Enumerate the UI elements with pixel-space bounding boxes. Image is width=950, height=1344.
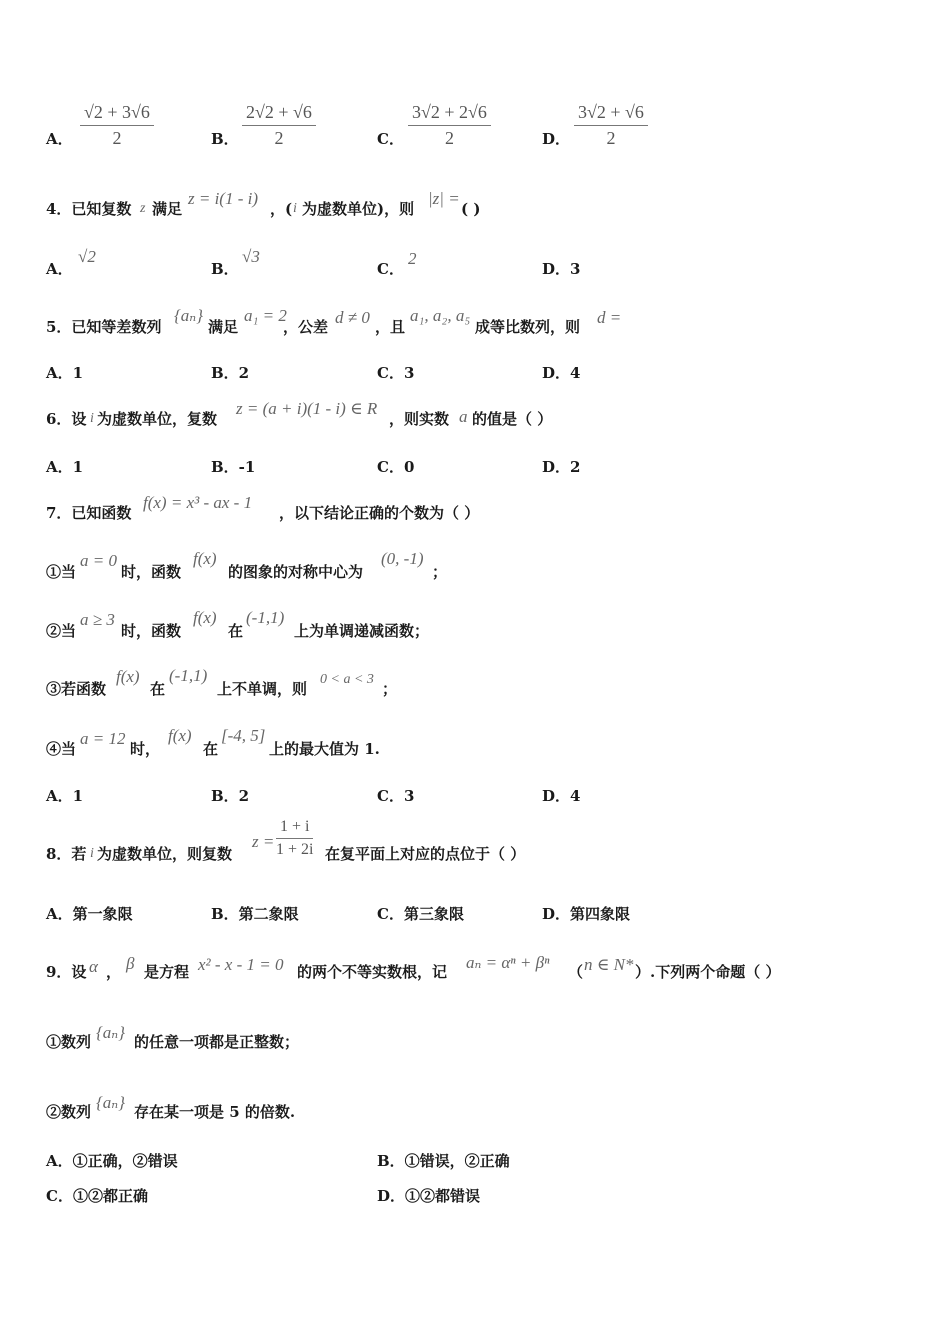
q7-text-2: ，以下结论正确的个数为（ ） <box>279 504 480 522</box>
q5-option-c[interactable]: C．3 <box>377 364 415 382</box>
q3-option-b-fraction <box>242 102 316 149</box>
q4-option-a[interactable]: A． <box>46 260 73 278</box>
q6-text-3: ，则实数 <box>389 410 450 428</box>
q7-s3-text-4: ； <box>382 680 398 698</box>
q7-s3-text-2: 在 <box>150 680 166 698</box>
q5-text-1: 5．已知等差数列 <box>46 318 162 336</box>
q3-option-d-letter[interactable]: D． <box>542 130 571 148</box>
q5-text-3: ，公差 <box>283 318 329 336</box>
q3-option-a-fraction <box>80 102 154 149</box>
q8-option-d[interactable]: D．第四象限 <box>542 905 631 923</box>
q9-s1-text-2: 的任意一项都是正整数； <box>134 1033 300 1051</box>
q6-option-a[interactable]: A．1 <box>46 458 84 476</box>
q5-text-4: ，且 <box>375 318 406 336</box>
q7-stem <box>0 492 950 532</box>
q9-math-domain: n ∈ N* <box>584 955 634 974</box>
q3-options <box>0 100 950 160</box>
q5-stem <box>0 305 950 345</box>
q4-option-b[interactable]: B． <box>211 260 239 278</box>
q4-option-a-value: √2 <box>78 247 96 266</box>
q4-math-i: i <box>293 201 297 216</box>
q7-s3-text-1: ③若函数 <box>46 680 107 698</box>
q3-option-a-letter[interactable]: A． <box>46 130 73 148</box>
q3-option-b-letter[interactable]: B． <box>211 130 239 148</box>
q5-math-answer: d = <box>597 308 622 327</box>
q7-option-a[interactable]: A．1 <box>46 787 84 805</box>
q8-stem <box>0 818 950 868</box>
q8-math-i: i <box>90 846 94 861</box>
q4-stem <box>0 188 950 228</box>
q8-fraction-numerator: 1 + i <box>276 818 313 839</box>
q4-math-equation: z = i(1 - i) <box>188 189 259 208</box>
q5-text-2: 满足 <box>208 318 239 336</box>
q7-statement-3 <box>0 666 950 706</box>
q3-option-c-numerator: 3√2 + 2√6 <box>408 102 491 126</box>
q4-option-c-value: 2 <box>408 249 417 268</box>
q7-s3-math-1: f(x) <box>116 667 140 686</box>
q9-math-beta: β <box>126 954 135 973</box>
q9-text-5: （ <box>568 963 584 981</box>
q9-s1-math: {aₙ} <box>96 1023 125 1042</box>
q6-stem <box>0 398 950 438</box>
q6-text-2: 为虚数单位，复数 <box>97 410 218 428</box>
q6-math-equation: z = (a + i)(1 - i) ∈ R <box>236 399 378 418</box>
q9-statement-2 <box>0 1090 950 1130</box>
q8-fraction-denominator: 1 + 2i <box>276 841 314 858</box>
q7-s4-math-2: f(x) <box>168 726 192 745</box>
q4-math-z: z <box>140 201 146 216</box>
q5-options <box>0 352 950 392</box>
q6-text-4: 的值是（ ） <box>472 410 553 428</box>
q9-math-sequence-def: aₙ = αⁿ + βⁿ <box>466 953 550 972</box>
q5-option-a[interactable]: A．1 <box>46 364 84 382</box>
q7-s2-math-1: a ≥ 3 <box>80 610 115 629</box>
q9-option-a[interactable]: A．①正确，②错误 <box>46 1152 178 1170</box>
q9-s1-text-1: ①数列 <box>46 1033 92 1051</box>
q9-text-6: ）.下列两个命题（ ） <box>635 963 781 981</box>
q7-statement-2 <box>0 608 950 648</box>
q6-option-c[interactable]: C．0 <box>377 458 415 476</box>
q3-option-c-fraction <box>408 102 491 149</box>
q7-s1-text-1: ①当 <box>46 563 77 581</box>
q4-text-2: 满足 <box>152 200 183 218</box>
q5-math-d: d ≠ 0 <box>335 308 370 327</box>
q7-s1-math-1: a = 0 <box>80 551 117 570</box>
q5-math-terms: a₁, a₂, a₅ <box>410 306 471 325</box>
q7-s4-math-3: [-4, 5] <box>221 726 266 745</box>
q7-text-1: 7．已知函数 <box>46 504 132 522</box>
q7-s1-math-2: f(x) <box>193 549 217 568</box>
q4-option-c[interactable]: C． <box>377 260 404 278</box>
q4-options <box>0 248 950 288</box>
q8-option-c[interactable]: C．第三象限 <box>377 905 464 923</box>
q7-s2-text-2: 时，函数 <box>121 622 182 640</box>
q4-option-b-value: √3 <box>242 247 260 266</box>
q5-text-5: 成等比数列，则 <box>475 318 581 336</box>
q7-s4-text-4: 上的最大值为 1. <box>269 740 380 758</box>
q9-s2-text-2: 存在某一项是 5 的倍数. <box>134 1103 296 1121</box>
q9-options-row-1 <box>0 1140 950 1180</box>
q8-option-b[interactable]: B．第二象限 <box>211 905 299 923</box>
q8-text-3: 在复平面上对应的点位于（ ） <box>325 845 526 863</box>
q7-s1-text-2: 时，函数 <box>121 563 182 581</box>
q7-s2-text-4: 上为单调递减函数； <box>294 622 430 640</box>
q7-s4-text-1: ④当 <box>46 740 77 758</box>
q7-s2-math-2: f(x) <box>193 608 217 627</box>
q4-text-1: 4．已知复数 <box>46 200 132 218</box>
q3-option-a-denominator: 2 <box>112 128 122 148</box>
q7-s4-text-3: 在 <box>203 740 219 758</box>
q7-s3-text-3: 上不单调，则 <box>217 680 308 698</box>
q7-s1-text-4: ； <box>432 563 448 581</box>
q8-math-z: z = <box>252 832 275 851</box>
q4-text-3: ，( <box>270 200 293 218</box>
q9-option-c[interactable]: C．①②都正确 <box>46 1187 148 1205</box>
q8-text-1: 8．若 <box>46 845 87 863</box>
q5-math-sequence: {aₙ} <box>174 306 203 325</box>
q7-s4-math-1: a = 12 <box>80 729 126 748</box>
q5-option-d[interactable]: D．4 <box>542 364 581 382</box>
q7-s3-math-3: 0 < a < 3 <box>320 672 374 687</box>
q9-options-row-2 <box>0 1175 950 1215</box>
q5-option-b[interactable]: B．2 <box>211 364 250 382</box>
q6-math-i: i <box>90 411 94 426</box>
q9-math-alpha: α <box>89 957 98 976</box>
q7-s2-text-1: ②当 <box>46 622 77 640</box>
q6-math-a: a <box>459 407 468 426</box>
q6-options <box>0 446 950 486</box>
q7-option-b[interactable]: B．2 <box>211 787 250 805</box>
q4-math-abs: |z| = <box>428 189 460 208</box>
q9-text-2: ， <box>106 963 122 981</box>
q3-option-b-denominator: 2 <box>274 128 284 148</box>
q8-options <box>0 893 950 933</box>
q7-s1-math-3: (0, -1) <box>381 549 424 568</box>
q3-option-d-denominator: 2 <box>606 128 616 148</box>
q7-s1-text-3: 的图象的对称中心为 <box>228 563 364 581</box>
q3-option-c-letter[interactable]: C． <box>377 130 404 148</box>
q6-option-b[interactable]: B．-1 <box>211 458 256 476</box>
q7-option-d[interactable]: D．4 <box>542 787 581 805</box>
q7-option-c[interactable]: C．3 <box>377 787 415 805</box>
q7-s4-text-2: 时， <box>130 740 161 758</box>
q9-stem <box>0 950 950 990</box>
q9-s2-math: {aₙ} <box>96 1093 125 1112</box>
q8-text-2: 为虚数单位，则复数 <box>97 845 233 863</box>
q9-option-d[interactable]: D．①②都错误 <box>377 1187 481 1205</box>
q9-text-4: 的两个不等实数根，记 <box>297 963 448 981</box>
q5-math-a1: a₁ = 2 <box>244 306 287 325</box>
q3-option-a-numerator: √2 + 3√6 <box>80 102 154 126</box>
q6-option-d[interactable]: D．2 <box>542 458 581 476</box>
q9-option-b[interactable]: B．①错误，②正确 <box>377 1152 510 1170</box>
q9-s2-text-1: ②数列 <box>46 1103 92 1121</box>
q7-s2-math-3: (-1,1) <box>246 608 285 627</box>
q3-option-d-fraction <box>574 102 648 149</box>
q3-option-b-numerator: 2√2 + √6 <box>242 102 316 126</box>
q7-s3-math-2: (-1,1) <box>169 666 208 685</box>
q9-math-equation: x² - x - 1 = 0 <box>198 955 284 974</box>
q8-math-fraction <box>276 818 313 859</box>
q4-text-5: ( ) <box>461 200 481 218</box>
q3-option-d-numerator: 3√2 + √6 <box>574 102 648 126</box>
q9-text-1: 9．设 <box>46 963 87 981</box>
q9-text-3: 是方程 <box>144 963 190 981</box>
q8-option-a[interactable]: A．第一象限 <box>46 905 133 923</box>
q4-option-d[interactable]: D．3 <box>542 260 581 278</box>
q7-math-function: f(x) = x³ - ax - 1 <box>143 493 253 512</box>
q3-option-c-denominator: 2 <box>444 128 454 148</box>
q7-statement-4 <box>0 727 950 767</box>
q6-text-1: 6．设 <box>46 410 87 428</box>
q4-text-4: 为虚数单位)，则 <box>302 200 415 218</box>
q7-options <box>0 775 950 815</box>
q7-statement-1 <box>0 550 950 590</box>
q7-s2-text-3: 在 <box>228 622 244 640</box>
q9-statement-1 <box>0 1020 950 1060</box>
